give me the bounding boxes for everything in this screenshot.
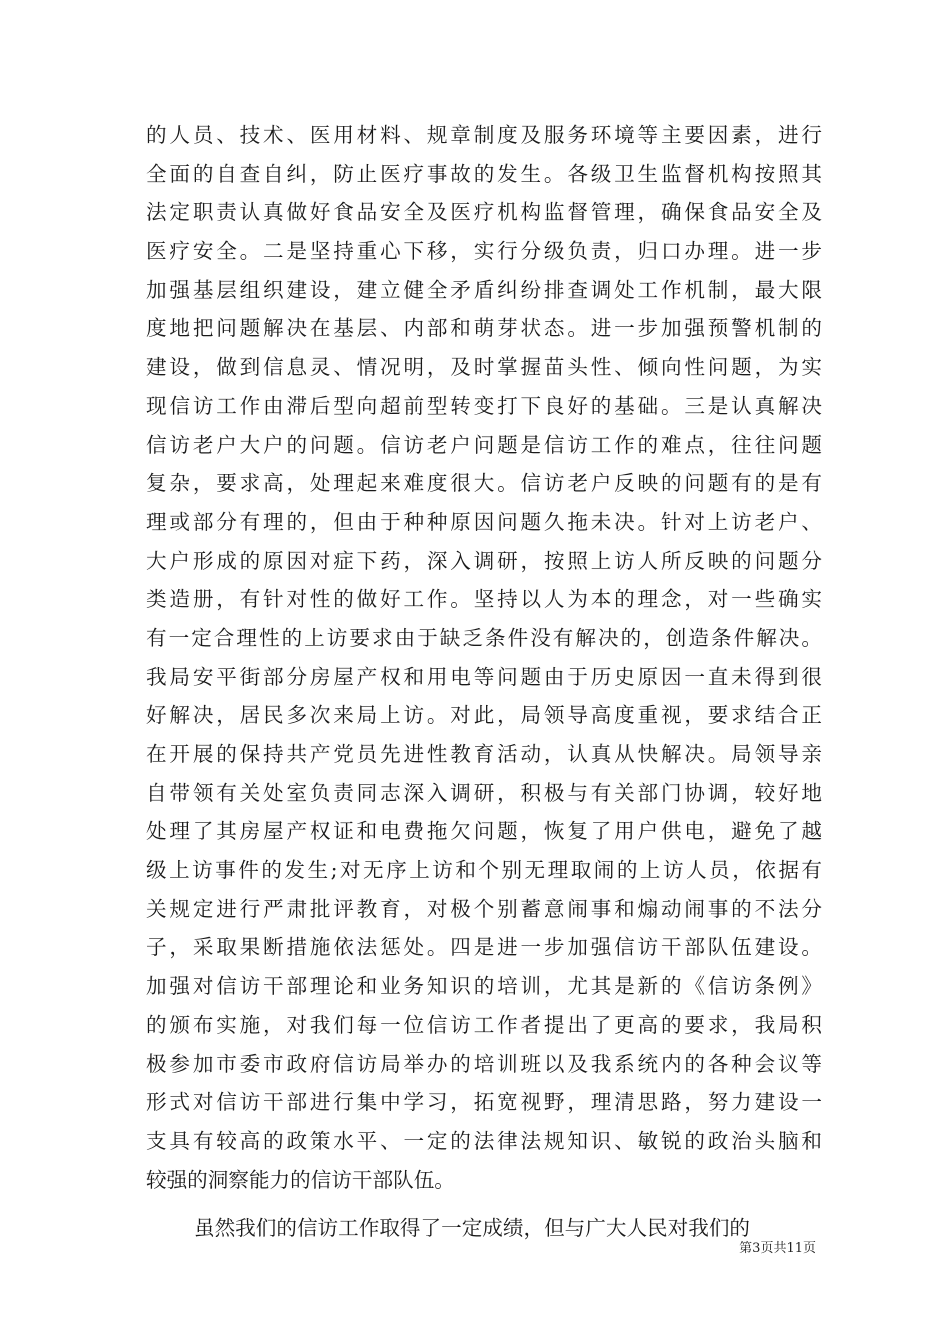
text-line: 信访老户大户的问题。信访老户问题是信访工作的难点，往往问题 xyxy=(146,432,822,457)
text-line: 大户形成的原因对症下药，深入调研，按照上访人所反映的问题分 xyxy=(146,548,822,573)
text-line: 的颁布实施，对我们每一位信访工作者提出了更高的要求，我局积 xyxy=(146,1012,822,1037)
text-line: 法定职责认真做好食品安全及医疗机构监督管理，确保食品安全及 xyxy=(146,200,822,225)
text-line: 好解决，居民多次来局上访。对此，局领导高度重视，要求结合正 xyxy=(146,703,822,728)
text-line: 类造册，有针对性的做好工作。坚持以人为本的理念，对一些确实 xyxy=(146,587,822,612)
text-line: 级上访事件的发生;对无序上访和个别无理取闹的上访人员，依据有 xyxy=(146,858,822,883)
text-line: 较强的洞察能力的信访干部队伍。 xyxy=(146,1167,455,1192)
text-line: 我局安平街部分房屋产权和用电等问题由于历史原因一直未得到很 xyxy=(146,664,822,689)
text-line: 虽然我们的信访工作取得了一定成绩，但与广大人民对我们的 xyxy=(194,1216,751,1241)
text-line: 医疗安全。二是坚持重心下移，实行分级负责，归口办理。进一步 xyxy=(146,239,822,264)
text-line: 自带领有关处室负责同志深入调研，积极与有关部门协调，较好地 xyxy=(146,780,822,805)
text-line: 复杂，要求高，处理起来难度很大。信访老户反映的问题有的是有 xyxy=(146,471,822,496)
text-line: 处理了其房屋产权证和电费拖欠问题，恢复了用户供电，避免了越 xyxy=(146,819,822,844)
text-line: 的人员、技术、医用材料、规章制度及服务环境等主要因素，进行 xyxy=(146,123,822,147)
text-line: 理或部分有理的，但由于种种原因问题久拖未决。针对上访老户、 xyxy=(146,509,822,534)
document-body xyxy=(146,116,822,1248)
text-line: 有一定合理性的上访要求由于缺乏条件没有解决的，创造条件解决。 xyxy=(146,625,822,650)
text-line: 度地把问题解决在基层、内部和萌芽状态。进一步加强预警机制的 xyxy=(146,316,822,341)
text-line: 全面的自查自纠，防止医疗事故的发生。各级卫生监督机构按照其 xyxy=(146,161,822,186)
text-line: 极参加市委市政府信访局举办的培训班以及我系统内的各种会议等 xyxy=(146,1051,822,1076)
text-line: 现信访工作由滞后型向超前型转变打下良好的基础。三是认真解决 xyxy=(146,393,822,418)
text-line: 关规定进行严肃批评教育，对极个别蓄意闹事和煽动闹事的不法分 xyxy=(146,896,822,921)
text-line: 形式对信访干部进行集中学习，拓宽视野，理清思路，努力建设一 xyxy=(146,1090,822,1115)
text-line: 在开展的保持共产党员先进性教育活动，认真从快解决。局领导亲 xyxy=(146,742,822,766)
text-line: 加强对信访干部理论和业务知识的培训，尤其是新的《信访条例》 xyxy=(146,974,822,999)
text-line: 子，采取果断措施依法惩处。四是进一步加强信访干部队伍建设。 xyxy=(146,935,822,960)
text-line: 加强基层组织建设，建立健全矛盾纠纷排查调处工作机制，最大限 xyxy=(146,277,822,302)
text-line: 支具有较高的政策水平、一定的法律法规知识、敏锐的政治头脑和 xyxy=(146,1128,822,1153)
page-footer: 第3页共11页 xyxy=(739,1241,816,1256)
text-line: 建设，做到信息灵、情况明，及时掌握苗头性、倾向性问题，为实 xyxy=(146,355,822,380)
